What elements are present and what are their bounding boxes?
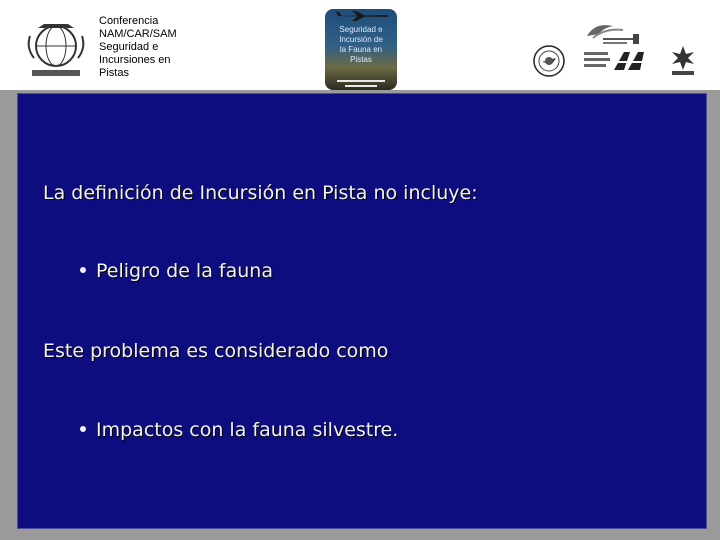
badge-line: Pistas xyxy=(350,55,372,64)
conference-line: NAM/CAR/SAM xyxy=(99,28,177,40)
badge-date-lines xyxy=(331,80,391,87)
badge-line: Incursión de xyxy=(339,35,383,44)
bullet-icon xyxy=(80,267,86,273)
conference-line: Incursiones en xyxy=(99,54,171,66)
conference-line: Conferencia xyxy=(99,15,159,27)
plane-icon xyxy=(334,10,390,22)
bullet-icon xyxy=(80,426,86,432)
slide-heading-1: La definición de Incursión en Pista no incluye: xyxy=(43,182,478,204)
slide-heading-2: Este problema es considerado como xyxy=(43,340,389,362)
sct-logo-icon xyxy=(668,44,698,76)
badge-title xyxy=(331,25,391,65)
aviation-logo-icon xyxy=(583,20,643,46)
conference-line: Seguridad e xyxy=(99,41,159,53)
badge-line: Seguridad e xyxy=(339,25,383,34)
conference-line: Pistas xyxy=(99,67,129,79)
bullet-item-2 xyxy=(80,419,398,441)
bullet-text: Peligro de la fauna xyxy=(96,260,273,282)
seal-logo-icon xyxy=(532,44,566,78)
badge-line: la Fauna en xyxy=(339,45,383,54)
icao-logo-icon xyxy=(24,18,88,82)
bullet-item-1 xyxy=(80,260,273,282)
slide-body xyxy=(17,93,707,529)
asa-logo-icon xyxy=(584,50,646,74)
bullet-text: Impactos con la fauna silvestre. xyxy=(96,419,399,441)
conference-title xyxy=(99,15,199,80)
